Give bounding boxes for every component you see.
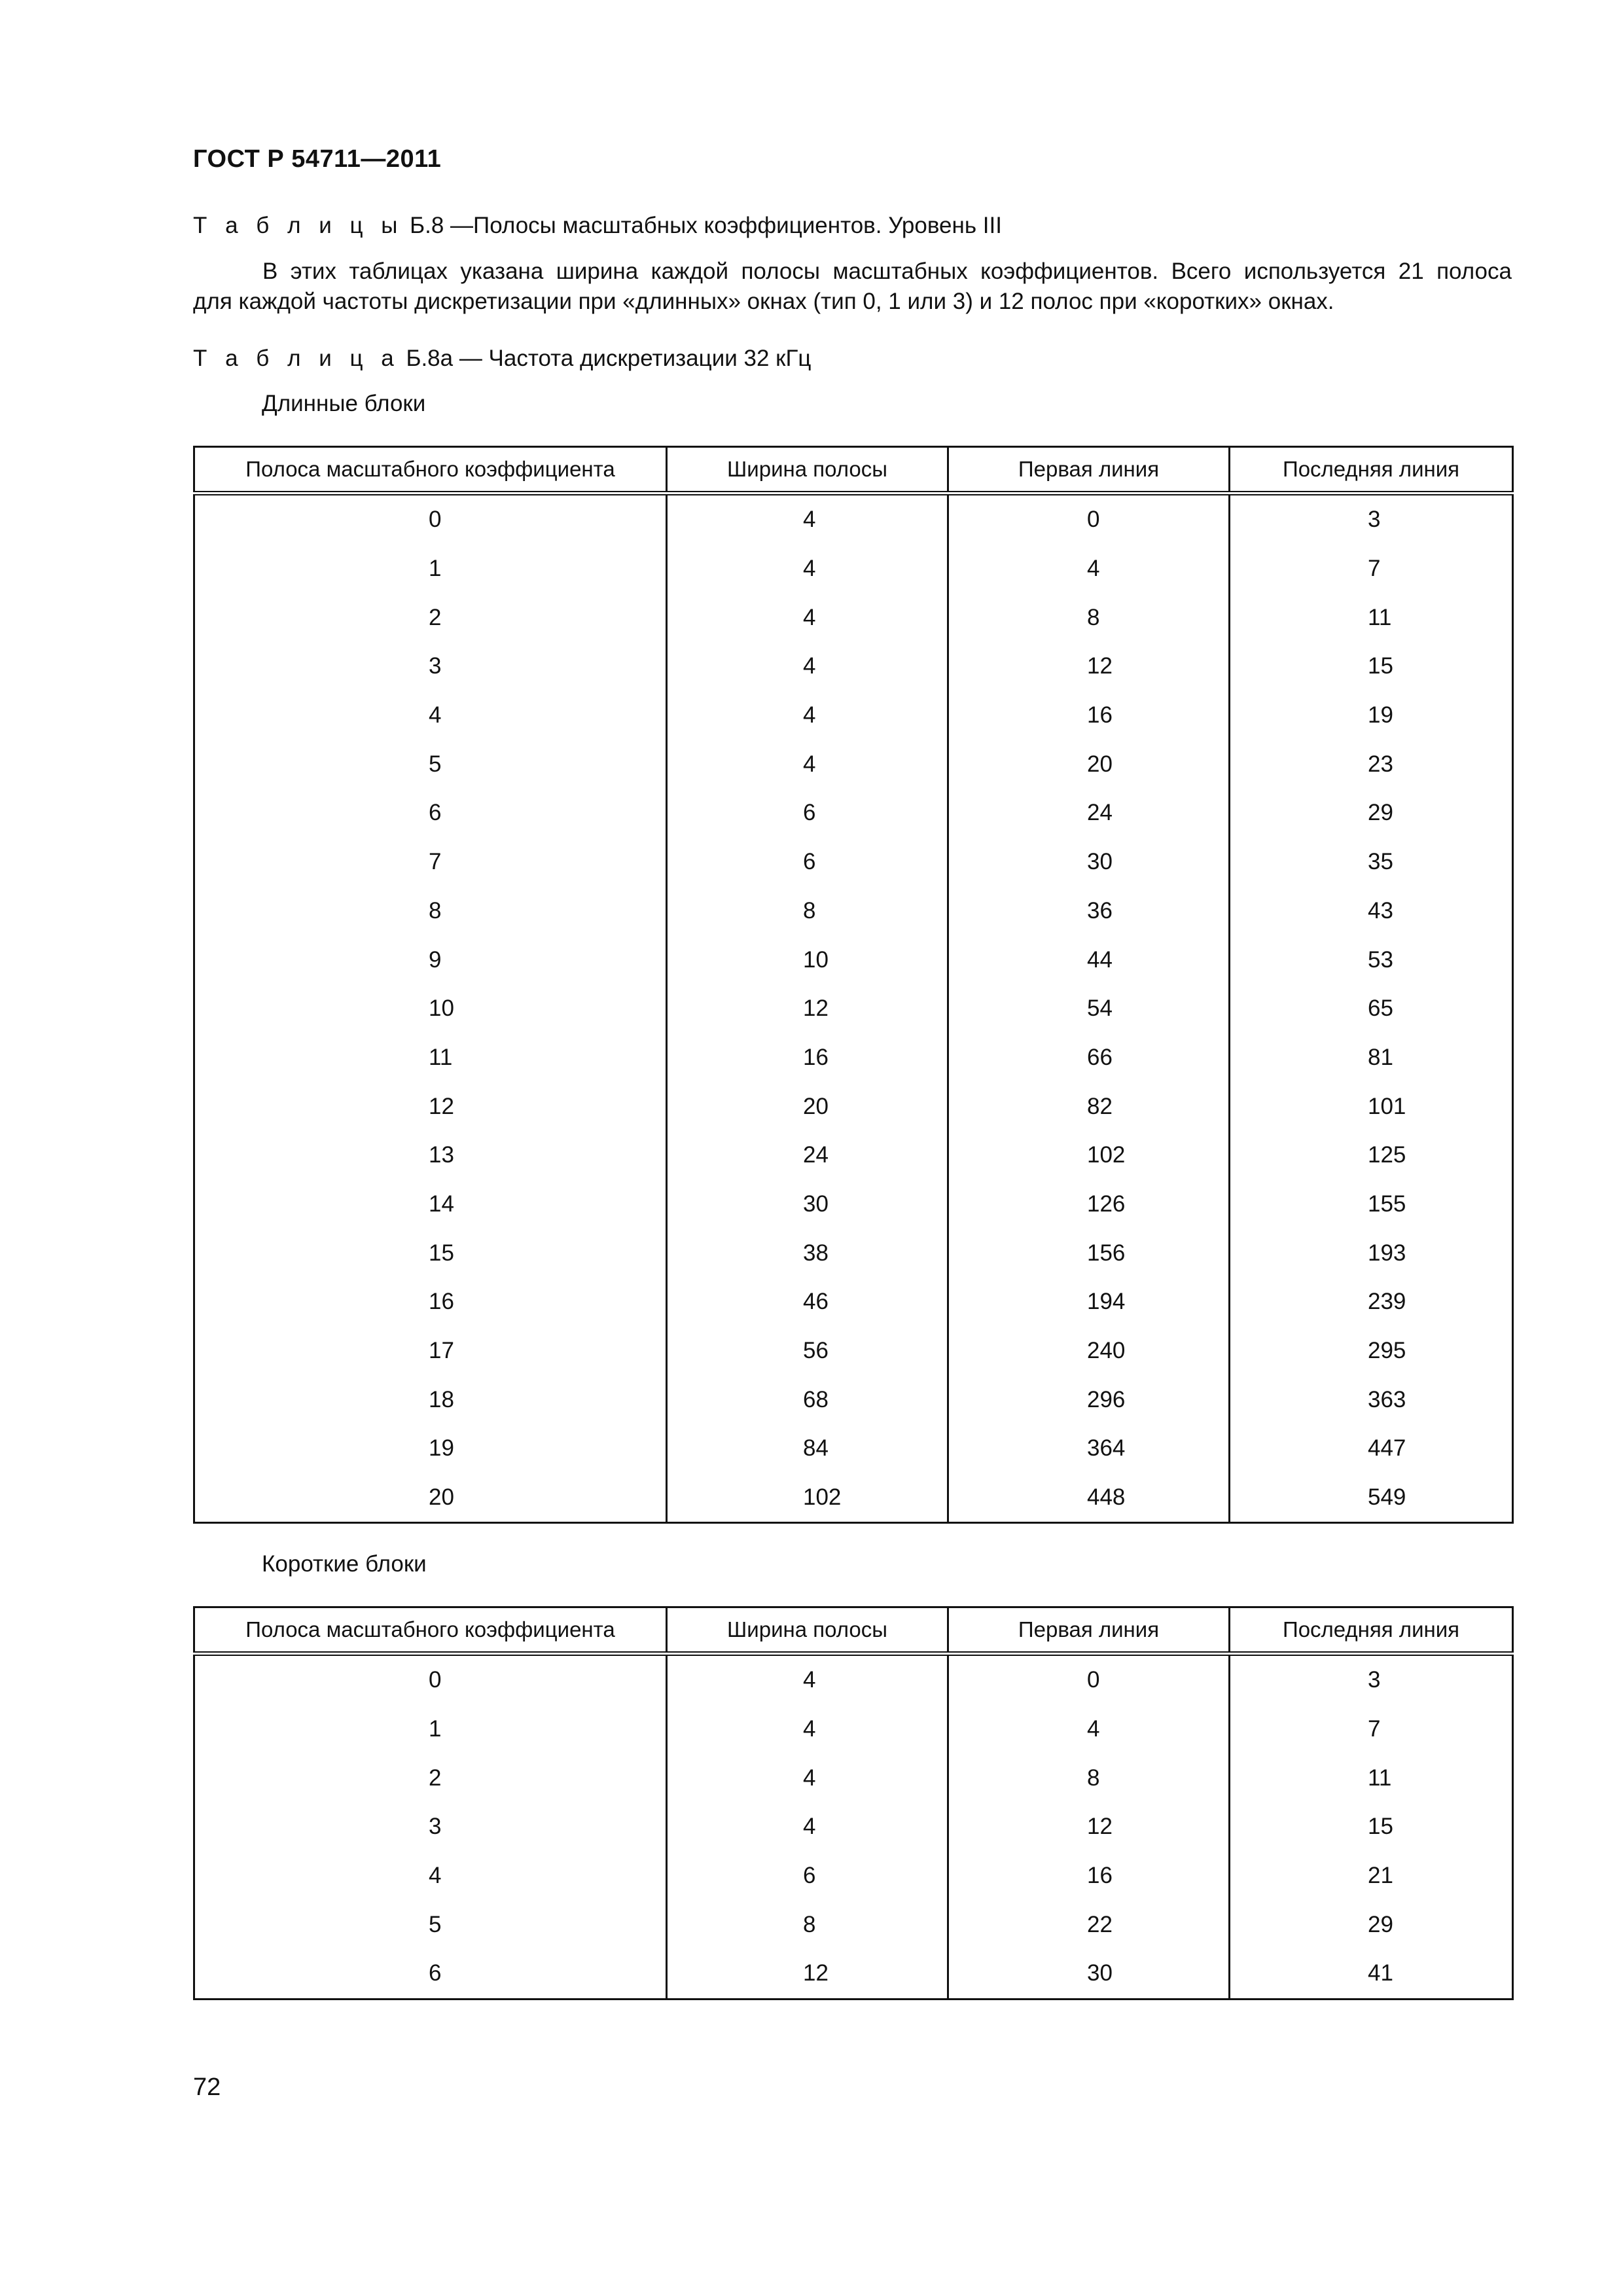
last-line-cell: 29 [1230,789,1513,838]
column-header-first-line: Первая линия [948,1607,1230,1654]
last-line-cell: 549 [1230,1473,1513,1523]
band-cell: 19 [194,1424,667,1473]
last-line-cell: 11 [1230,1753,1513,1803]
last-line-cell: 41 [1230,1949,1513,1999]
width-cell: 4 [667,1705,948,1754]
first-line-cell: 30 [948,838,1230,887]
band-cell: 6 [194,789,667,838]
last-line-cell: 15 [1230,642,1513,691]
first-line-cell: 8 [948,1753,1230,1803]
width-cell: 4 [667,1753,948,1803]
tables-caption [193,213,1002,239]
band-cell: 13 [194,1131,667,1180]
short-blocks-table [193,1606,1514,2000]
first-line-cell: 156 [948,1229,1230,1278]
table-row [194,740,1513,789]
first-line-cell: 66 [948,1033,1230,1083]
last-line-cell: 101 [1230,1082,1513,1131]
width-cell: 24 [667,1131,948,1180]
band-cell: 20 [194,1473,667,1523]
table-row [194,1473,1513,1523]
column-header-width: Ширина полосы [667,447,948,493]
long-blocks-table [193,446,1514,1524]
width-cell: 4 [667,691,948,740]
band-cell: 18 [194,1375,667,1424]
table-row [194,1654,1513,1705]
table-header-row [194,447,1513,493]
band-cell: 2 [194,593,667,642]
last-line-cell: 125 [1230,1131,1513,1180]
table-row [194,1033,1513,1083]
column-header-band: Полоса масштабного коэффициента [194,1607,667,1654]
last-line-cell: 19 [1230,691,1513,740]
first-line-cell: 22 [948,1900,1230,1949]
width-cell: 84 [667,1424,948,1473]
first-line-cell: 126 [948,1180,1230,1229]
width-cell: 4 [667,740,948,789]
band-cell: 6 [194,1949,667,1999]
first-line-cell: 12 [948,1803,1230,1852]
band-cell: 7 [194,838,667,887]
first-line-cell: 4 [948,545,1230,594]
first-line-cell: 54 [948,984,1230,1033]
band-cell: 14 [194,1180,667,1229]
width-cell: 38 [667,1229,948,1278]
table-row [194,1753,1513,1803]
table-row [194,1803,1513,1852]
table-row [194,593,1513,642]
band-cell: 5 [194,1900,667,1949]
last-line-cell: 29 [1230,1900,1513,1949]
table-row [194,545,1513,594]
intro-paragraph-line-1: В этих таблицах указана ширина каждой полосы масштабных коэффициентов. Всего используется 21 полоса [262,259,1512,284]
width-cell: 8 [667,887,948,936]
last-line-cell: 295 [1230,1327,1513,1376]
table-row [194,642,1513,691]
width-cell: 6 [667,1852,948,1901]
table-caption-text: Б.8а — Частота дискретизации 32 кГц [406,346,812,371]
band-cell: 2 [194,1753,667,1803]
band-cell: 4 [194,691,667,740]
band-cell: 15 [194,1229,667,1278]
width-cell: 46 [667,1278,948,1327]
first-line-cell: 240 [948,1327,1230,1376]
band-cell: 0 [194,493,667,545]
width-cell: 102 [667,1473,948,1523]
band-cell: 3 [194,642,667,691]
first-line-cell: 102 [948,1131,1230,1180]
width-cell: 8 [667,1900,948,1949]
table-header-row [194,1607,1513,1654]
first-line-cell: 20 [948,740,1230,789]
table-caption-prefix: Т а б л и ц а [193,346,400,371]
table-row [194,838,1513,887]
first-line-cell: 194 [948,1278,1230,1327]
width-cell: 12 [667,984,948,1033]
width-cell: 4 [667,1803,948,1852]
table-row [194,1949,1513,1999]
page-number: 72 [193,2073,221,2101]
table-row [194,984,1513,1033]
table-row [194,1229,1513,1278]
band-cell: 5 [194,740,667,789]
long-blocks-title: Длинные блоки [262,391,426,416]
table-row [194,1424,1513,1473]
tables-caption-prefix: Т а б л и ц ы [193,213,404,238]
last-line-cell: 239 [1230,1278,1513,1327]
table-row [194,1180,1513,1229]
first-line-cell: 364 [948,1424,1230,1473]
band-cell: 17 [194,1327,667,1376]
first-line-cell: 30 [948,1949,1230,1999]
first-line-cell: 12 [948,642,1230,691]
band-cell: 0 [194,1654,667,1705]
last-line-cell: 193 [1230,1229,1513,1278]
width-cell: 10 [667,935,948,984]
short-blocks-title: Короткие блоки [262,1551,427,1577]
last-line-cell: 11 [1230,593,1513,642]
first-line-cell: 448 [948,1473,1230,1523]
table-row [194,887,1513,936]
document-header: ГОСТ Р 54711—2011 [193,145,442,173]
last-line-cell: 363 [1230,1375,1513,1424]
table-row [194,1327,1513,1376]
band-cell: 4 [194,1852,667,1901]
table-row [194,691,1513,740]
last-line-cell: 23 [1230,740,1513,789]
width-cell: 4 [667,545,948,594]
band-cell: 3 [194,1803,667,1852]
width-cell: 20 [667,1082,948,1131]
table-row [194,493,1513,545]
last-line-cell: 15 [1230,1803,1513,1852]
first-line-cell: 36 [948,887,1230,936]
last-line-cell: 53 [1230,935,1513,984]
band-cell: 9 [194,935,667,984]
table-row [194,1375,1513,1424]
column-header-band: Полоса масштабного коэффициента [194,447,667,493]
first-line-cell: 16 [948,691,1230,740]
last-line-cell: 7 [1230,1705,1513,1754]
width-cell: 68 [667,1375,948,1424]
width-cell: 4 [667,642,948,691]
first-line-cell: 24 [948,789,1230,838]
first-line-cell: 16 [948,1852,1230,1901]
table-row [194,1278,1513,1327]
table-row [194,1900,1513,1949]
table-row [194,1131,1513,1180]
last-line-cell: 65 [1230,984,1513,1033]
band-cell: 1 [194,545,667,594]
table-caption [193,346,811,372]
first-line-cell: 296 [948,1375,1230,1424]
table-row [194,1082,1513,1131]
last-line-cell: 3 [1230,493,1513,545]
band-cell: 12 [194,1082,667,1131]
band-cell: 8 [194,887,667,936]
table-row [194,1705,1513,1754]
width-cell: 4 [667,493,948,545]
band-cell: 11 [194,1033,667,1083]
width-cell: 6 [667,838,948,887]
last-line-cell: 81 [1230,1033,1513,1083]
width-cell: 16 [667,1033,948,1083]
first-line-cell: 8 [948,593,1230,642]
last-line-cell: 155 [1230,1180,1513,1229]
column-header-first-line: Первая линия [948,447,1230,493]
first-line-cell: 0 [948,1654,1230,1705]
table-row [194,1852,1513,1901]
width-cell: 6 [667,789,948,838]
table-row [194,789,1513,838]
column-header-last-line: Последняя линия [1230,447,1513,493]
last-line-cell: 21 [1230,1852,1513,1901]
first-line-cell: 82 [948,1082,1230,1131]
table-row [194,935,1513,984]
intro-paragraph-line-2: для каждой частоты дискретизации при «длинных» окнах (тип 0, 1 или 3) и 12 полос при «коротких» окнах. [193,289,1334,314]
last-line-cell: 35 [1230,838,1513,887]
first-line-cell: 44 [948,935,1230,984]
last-line-cell: 447 [1230,1424,1513,1473]
column-header-last-line: Последняя линия [1230,1607,1513,1654]
width-cell: 4 [667,1654,948,1705]
width-cell: 12 [667,1949,948,1999]
band-cell: 10 [194,984,667,1033]
last-line-cell: 3 [1230,1654,1513,1705]
last-line-cell: 43 [1230,887,1513,936]
intro-paragraph [193,257,1512,317]
first-line-cell: 0 [948,493,1230,545]
width-cell: 56 [667,1327,948,1376]
column-header-width: Ширина полосы [667,1607,948,1654]
last-line-cell: 7 [1230,545,1513,594]
tables-caption-text: Б.8 —Полосы масштабных коэффициентов. Уровень III [410,213,1002,238]
first-line-cell: 4 [948,1705,1230,1754]
band-cell: 16 [194,1278,667,1327]
width-cell: 4 [667,593,948,642]
band-cell: 1 [194,1705,667,1754]
width-cell: 30 [667,1180,948,1229]
